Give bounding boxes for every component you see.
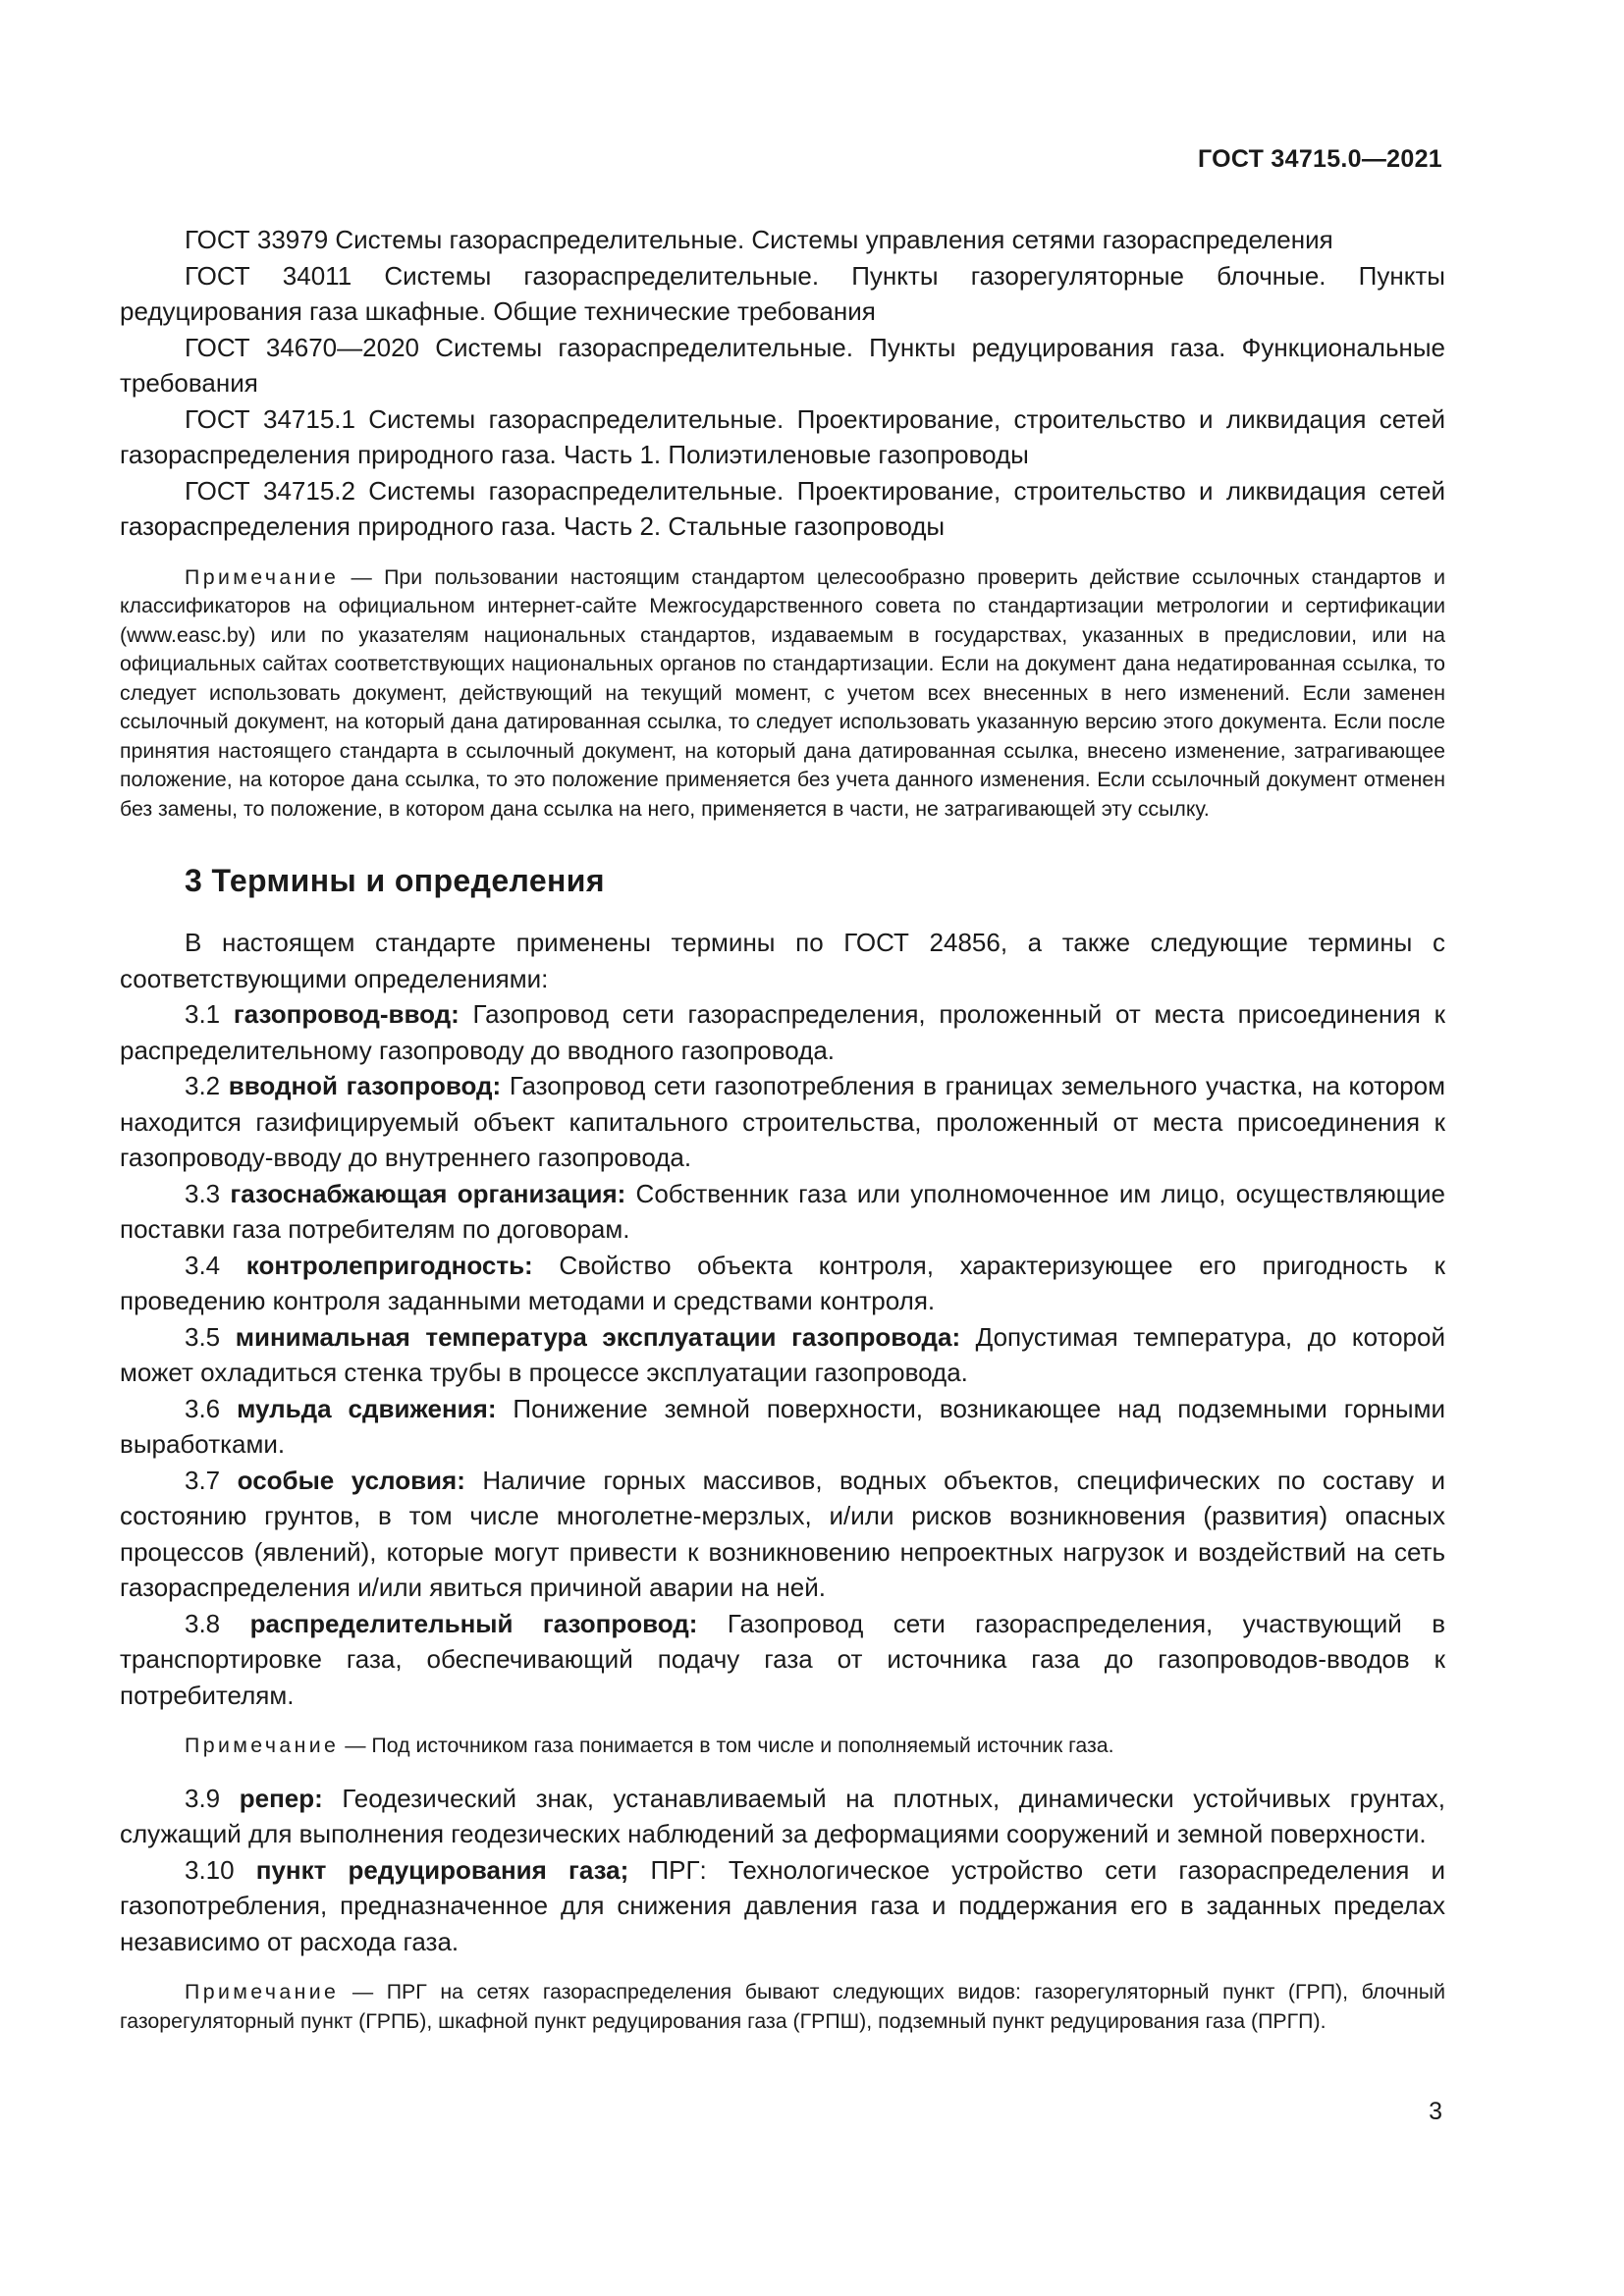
term-definition: Допустимая температура, до которой может охладиться стенка трубы в процессе эксплуатации газопровода. bbox=[120, 1321, 1445, 1387]
term-definition: Геодезический знак, устанавливаемый на плотных, динамически устойчивых грунтах, служащий для выполнения геодезических наблюдений за деформациями сооружений и земной поверхности. bbox=[120, 1783, 1445, 1848]
reference-item: ГОСТ 34715.2 Системы газораспределительные. Проектирование, строительство и ликвидация сетей газораспределения природного газа. Часть 2. Стальные газопроводы bbox=[120, 475, 1445, 541]
term-name: вводной газопровод: bbox=[228, 1071, 502, 1100]
term-number: 3.8 bbox=[185, 1608, 221, 1638]
term-entry bbox=[120, 1391, 1445, 1463]
term-name: мульда сдвижения: bbox=[237, 1393, 497, 1423]
reference-item: ГОСТ 34715.1 Системы газораспределительные. Проектирование, строительство и ликвидация сетей газораспределения природного газа. Часть 1. Полиэтиленовые газопроводы bbox=[120, 403, 1445, 469]
term-name: минимальная температура эксплуатации газопровода: bbox=[235, 1321, 961, 1352]
term-number: 3.9 bbox=[185, 1783, 221, 1813]
term-entry bbox=[120, 1852, 1445, 1960]
term-definition: Наличие горных массивов, водных объектов, специфических по составу и состоянию грунтов, в том числе многолетне-мерзлых, и/или рисков возникновения (развития) опасных процессов (явлений), которые могут привести к возникновению непроектных нагрузок и воздействий на сеть газораспределения и/или явиться причиной аварии на ней. bbox=[120, 1465, 1445, 1602]
document-code-header: ГОСТ 34715.0—2021 bbox=[1197, 145, 1442, 173]
references-note bbox=[120, 563, 1445, 825]
term-definition: Свойство объекта контроля, характеризующее его пригодность к проведению контроля заданными методами и средствами контроля. bbox=[120, 1250, 1445, 1315]
term-name: контролепригодность: bbox=[245, 1250, 533, 1280]
note-text: — При пользовании настоящим стандартом целесообразно проверить действие ссылочных стандартов и классификаторов на официальном интернет-сайте Межгосударственного совета по стандартизации метрологии и сертификации (www.easc.by) или по указателям национальных стандартов, издаваемым в государствах, указанных в предисловии, или на официальных сайтах соответствующих национальных органов по стандартизации. Если на документ дана недатированная ссылка, то следует использовать документ, действующий на текущий момент, с учетом всех внесенных в него изменений. Если заменен ссылочный документ, на который дана датированная ссылка, то следует использовать указанную версию этого документа. Если после принятия настоящего стандарта в ссылочный документ, на который дана датированная ссылка, внесено изменение, затрагивающее положение, на которое дана ссылка, то это положение применяется без учета данного изменения. Если ссылочный документ отменен без замены, то положение, в котором дана ссылка на него, применяется в части, не затрагивающей эту ссылку. bbox=[120, 564, 1445, 821]
term-note bbox=[120, 1978, 1445, 2036]
reference-item: ГОСТ 34011 Системы газораспределительные. Пункты газорегуляторные блочные. Пункты редуцирования газа шкафные. Общие технические требования bbox=[120, 260, 1445, 326]
page-number: 3 bbox=[1429, 2098, 1442, 2125]
term-number: 3.6 bbox=[185, 1393, 221, 1423]
note-label: Примечание bbox=[185, 1980, 340, 2003]
reference-item: ГОСТ 34670—2020 Системы газораспределительные. Пункты редуцирования газа. Функциональные требования bbox=[120, 332, 1445, 398]
term-entry bbox=[120, 1463, 1445, 1606]
term-definition: Собственник газа или уполномоченное им лицо, осуществляющие поставки газа потребителям по договорам. bbox=[120, 1178, 1445, 1244]
term-definition: Газопровод сети газопотребления в границах земельного участка, на котором находится газифицируемый объект капитального строительства, проложенный от места присоединения к газопроводу-вводу до внутреннего газопровода. bbox=[120, 1071, 1445, 1172]
term-name: репер: bbox=[239, 1783, 323, 1813]
term-name: распределительный газопровод: bbox=[249, 1608, 698, 1638]
note-text: — ПРГ на сетях газораспределения бывают следующих видов: газорегуляторный пункт (ГРП), блочный газорегуляторный пункт (ГРПБ), шкафной пункт редуцирования газа (ГРПШ), подземный пункт редуцирования газа (ПРГП). bbox=[120, 1980, 1445, 2033]
term-entry bbox=[120, 1248, 1445, 1319]
term-number: 3.2 bbox=[185, 1071, 221, 1100]
note-label: Примечание bbox=[185, 564, 340, 589]
note-text: — Под источником газа понимается в том числе и пополняемый источник газа. bbox=[339, 1734, 1114, 1757]
term-definition: ПРГ: Технологическое устройство сети газораспределения и газопотребления, предназначенное для снижения давления газа и поддержания его в заданных пределах независимо от расхода газа. bbox=[120, 1854, 1445, 1956]
term-definition: Понижение земной поверхности, возникающее над подземными горными выработками. bbox=[120, 1393, 1445, 1459]
term-entry bbox=[120, 1068, 1445, 1176]
section-intro: В настоящем стандарте применены термины по ГОСТ 24856, а также следующие термины с соответствующими определениями: bbox=[120, 928, 1445, 993]
term-entry bbox=[120, 1319, 1445, 1391]
term-definition: Газопровод сети газораспределения, проложенный от места присоединения к распределительному газопроводу до вводного газопровода. bbox=[120, 999, 1445, 1065]
term-entry bbox=[120, 1176, 1445, 1248]
term-number: 3.3 bbox=[185, 1178, 221, 1208]
term-definition: Газопровод сети газораспределения, участвующий в транспортировке газа, обеспечивающий подачу газа от источника газа до газопроводов-вводов к потребителям. bbox=[120, 1608, 1446, 1710]
term-name: пункт редуцирования газа; bbox=[255, 1854, 629, 1885]
term-number: 3.4 bbox=[185, 1250, 221, 1280]
note-label: Примечание bbox=[185, 1734, 340, 1757]
term-number: 3.5 bbox=[185, 1321, 221, 1352]
term-number: 3.10 bbox=[185, 1854, 235, 1885]
section-heading: 3 Термины и определения bbox=[185, 863, 605, 898]
term-name: особые условия: bbox=[237, 1465, 465, 1495]
term-name: газопровод-ввод: bbox=[233, 999, 460, 1029]
term-entry bbox=[120, 1781, 1445, 1852]
term-entry bbox=[120, 1606, 1445, 1714]
term-entry bbox=[120, 996, 1445, 1068]
term-number: 3.7 bbox=[185, 1465, 221, 1495]
term-name: газоснабжающая организация: bbox=[230, 1178, 626, 1208]
term-note bbox=[120, 1732, 1445, 1761]
reference-item: ГОСТ 33979 Системы газораспределительные. Системы управления сетями газораспределения bbox=[185, 225, 1333, 254]
page-body bbox=[120, 222, 1445, 2036]
term-number: 3.1 bbox=[185, 999, 221, 1029]
